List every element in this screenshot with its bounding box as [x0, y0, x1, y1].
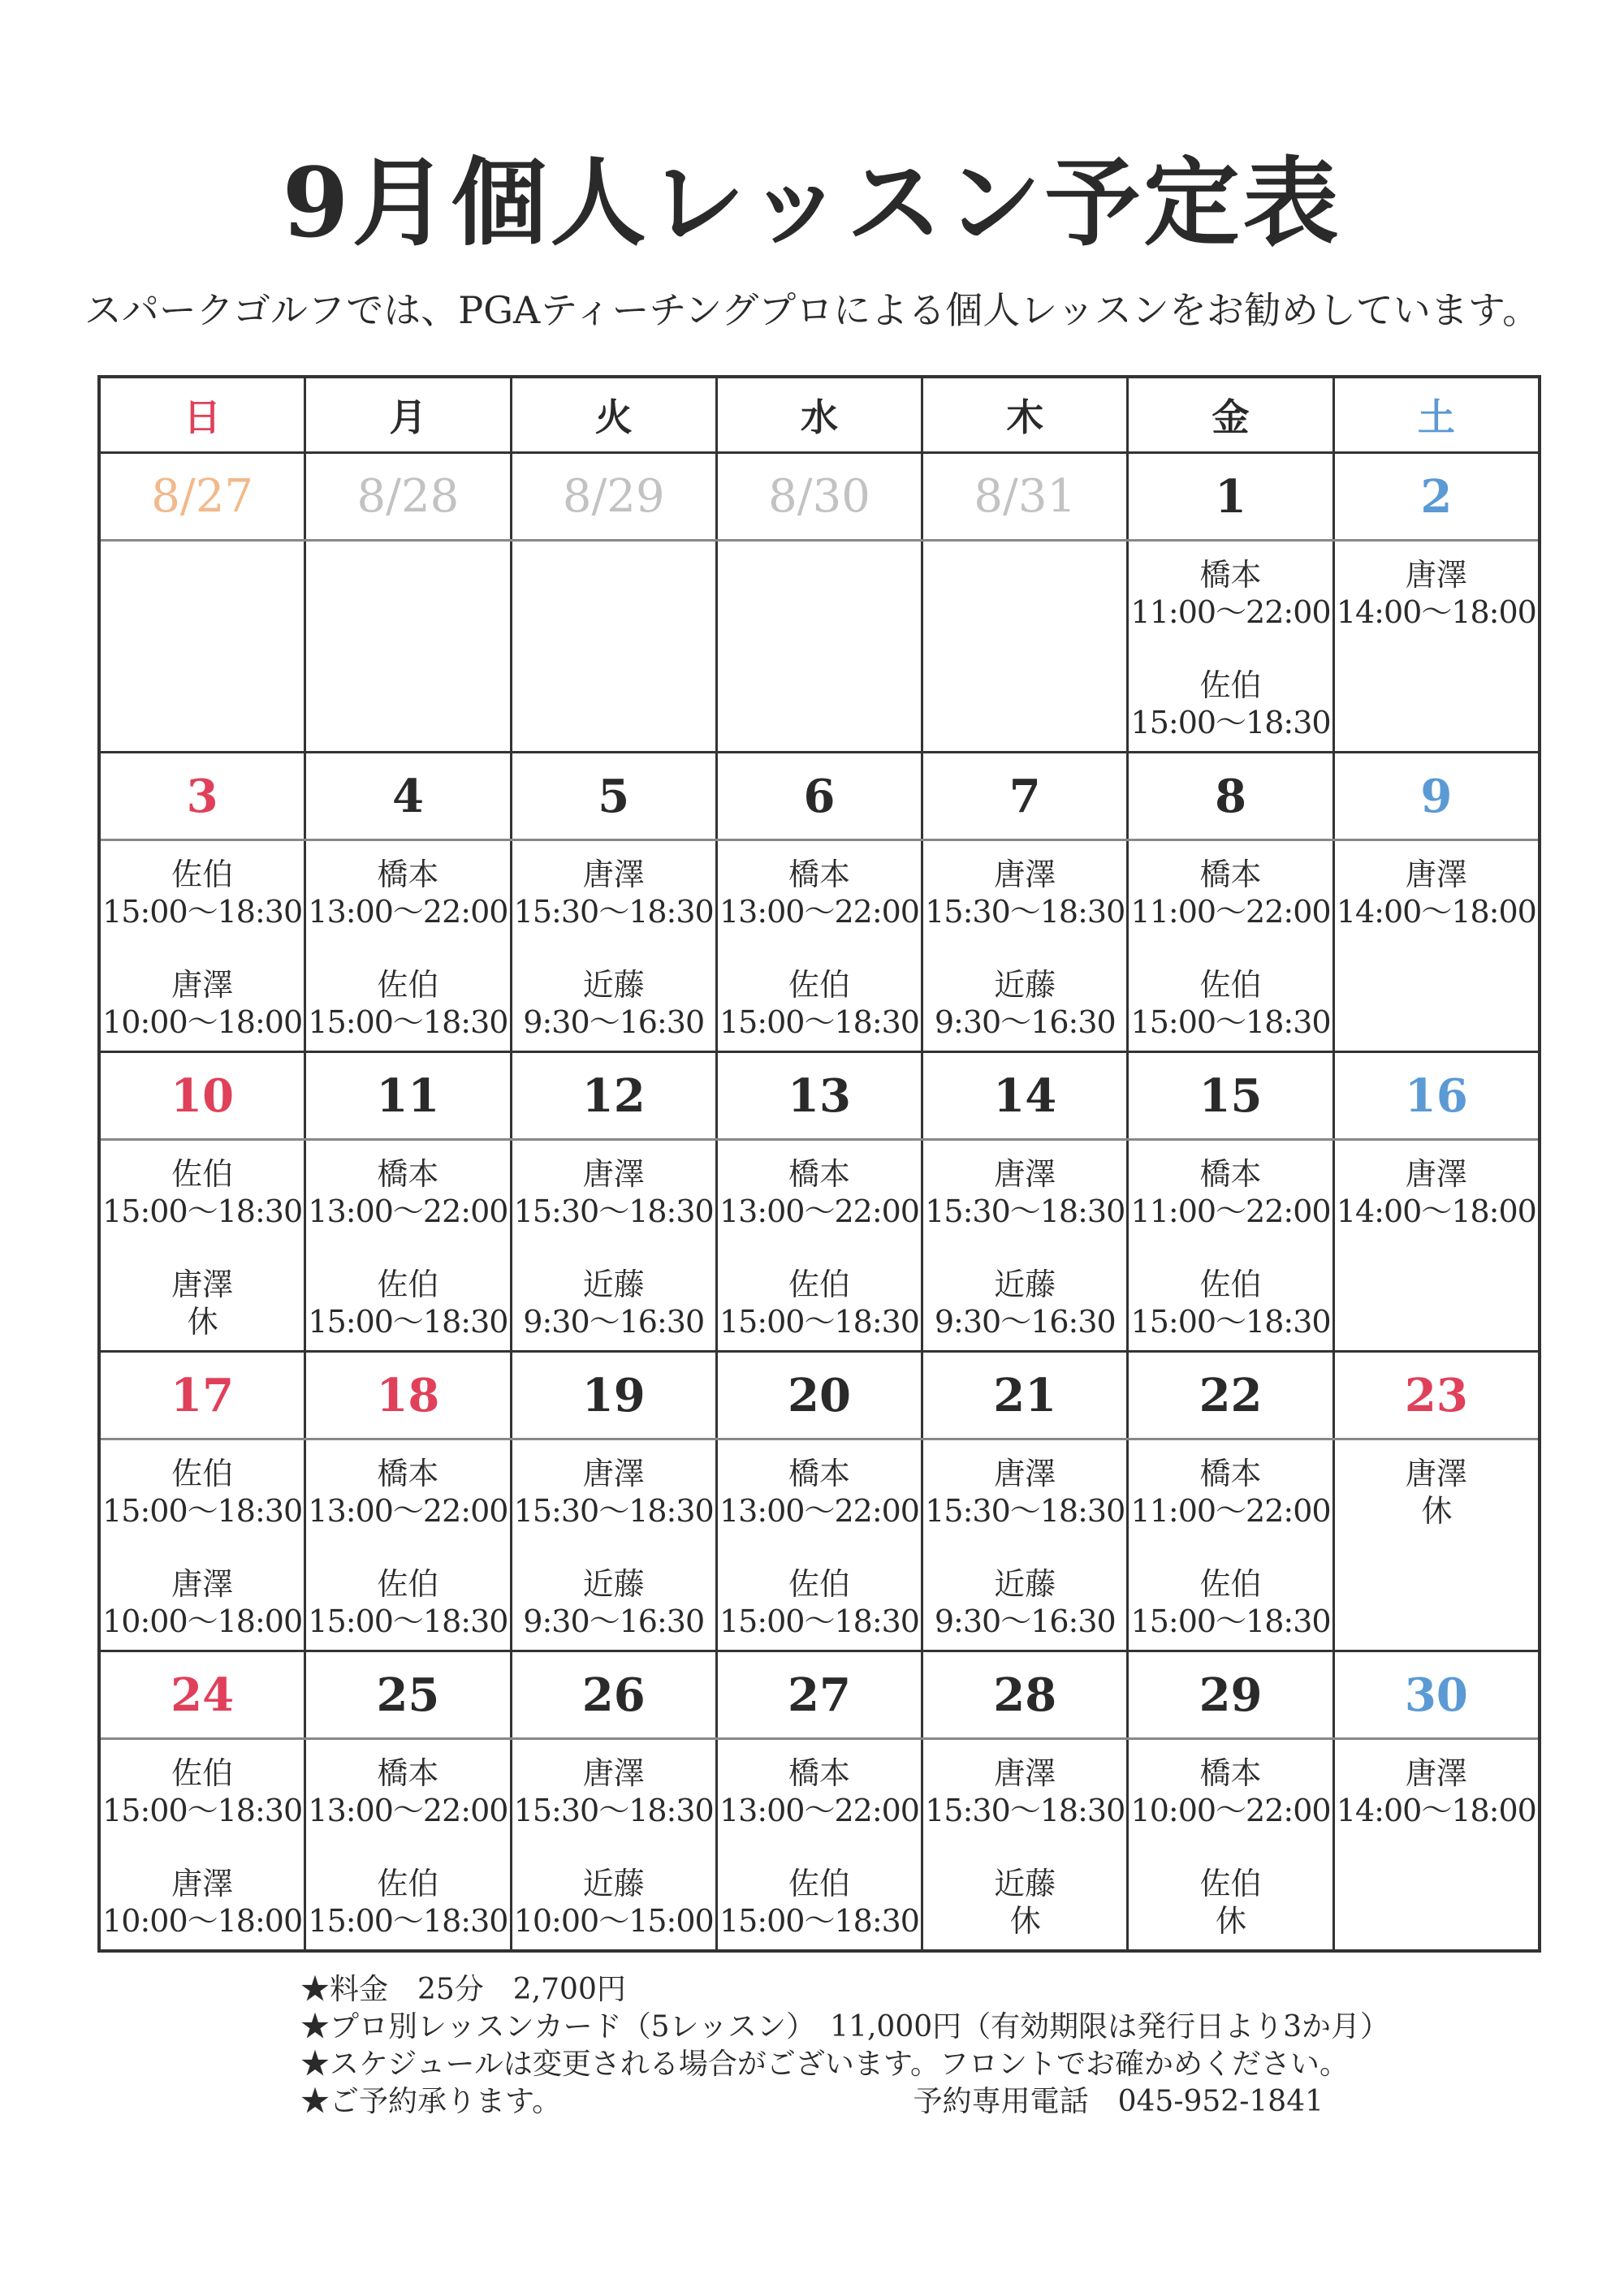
- day-lessons: [1126, 542, 1332, 751]
- lesson-time: 15:00～18:30: [308, 1004, 508, 1040]
- lesson-time: 休: [1009, 1903, 1040, 1939]
- instructor-name: 唐澤: [994, 1456, 1056, 1491]
- lesson-slot: [512, 856, 715, 930]
- instructor-name: 佐伯: [1199, 667, 1262, 703]
- day-number: 8: [1126, 753, 1332, 839]
- lesson-time: 15:30～18:30: [925, 1793, 1125, 1828]
- lesson-slot: [101, 1455, 304, 1530]
- lesson-time: 11:00～22:00: [1130, 1493, 1331, 1529]
- day-number: 6: [715, 753, 921, 839]
- day-lessons: [1126, 1740, 1332, 1949]
- note-price: ★料金 25分 2,700円: [300, 1973, 626, 2006]
- calendar-weeks: [101, 454, 1538, 1949]
- lesson-slot: [1129, 966, 1332, 1041]
- day-lessons: [1126, 1440, 1332, 1650]
- lesson-time: 10:00～22:00: [1130, 1793, 1331, 1828]
- instructor-name: 佐伯: [788, 1866, 850, 1901]
- day-lessons: [1332, 1141, 1538, 1350]
- page-subtitle: スパークゴルフでは、PGAティーチングプロによる個人レッスンをお勧めしています。: [84, 288, 1540, 332]
- lesson-slot: [718, 1754, 921, 1829]
- lesson-time: 13:00～22:00: [308, 894, 508, 930]
- day-number: 25: [304, 1652, 509, 1737]
- weekday-saturday: 土: [1332, 378, 1538, 451]
- lesson-time: 14:00～18:00: [1336, 894, 1536, 930]
- day-number: 8/30: [715, 454, 921, 539]
- note-reservation: ★ご予約承ります。: [300, 2085, 562, 2118]
- day-lessons: [101, 1740, 304, 1949]
- day-lessons: [510, 1440, 715, 1650]
- calendar-week: [101, 1650, 1538, 1949]
- lesson-slot: [101, 1865, 304, 1940]
- instructor-name: 佐伯: [788, 967, 850, 1003]
- instructor-name: 近藤: [582, 1267, 645, 1302]
- instructor-name: 近藤: [994, 967, 1056, 1003]
- instructor-name: 唐澤: [1405, 557, 1467, 593]
- instructor-name: 唐澤: [171, 1267, 234, 1302]
- lesson-time: 15:00～18:30: [1130, 705, 1331, 740]
- page-title: 9月個人レッスン予定表: [282, 146, 1342, 259]
- instructor-name: 橋本: [1199, 857, 1262, 892]
- day-lessons: [510, 841, 715, 1051]
- lesson-slot: [718, 856, 921, 930]
- lesson-slot: [1129, 1865, 1332, 1940]
- lesson-time: 10:00～18:00: [102, 1903, 303, 1939]
- day-lessons: [715, 1141, 921, 1350]
- lesson-time: 9:30～16:30: [523, 1304, 705, 1340]
- lesson-time: 15:00～18:30: [1130, 1603, 1331, 1639]
- day-lessons: [1126, 1141, 1332, 1350]
- instructor-name: 佐伯: [377, 1566, 439, 1602]
- instructor-name: 佐伯: [171, 1755, 234, 1791]
- calendar-week: [101, 1051, 1538, 1350]
- day-number: 19: [510, 1353, 715, 1438]
- lesson-slot: [512, 1266, 715, 1340]
- day-lessons: [715, 1740, 921, 1949]
- lesson-slot: [101, 856, 304, 930]
- date-row: [101, 1053, 1538, 1141]
- lesson-slot: [306, 856, 509, 930]
- day-lessons: [715, 841, 921, 1051]
- weekday-monday: 月: [304, 378, 509, 451]
- day-lessons: [921, 841, 1126, 1051]
- instructor-name: 橋本: [788, 1755, 850, 1791]
- day-number: 28: [921, 1652, 1126, 1737]
- day-lessons: [304, 841, 509, 1051]
- lesson-time: 13:00～22:00: [308, 1193, 508, 1229]
- lesson-slot: [101, 1266, 304, 1340]
- lesson-slot: [306, 1865, 509, 1940]
- instructor-name: 近藤: [994, 1866, 1056, 1901]
- lesson-time: 15:00～18:30: [102, 894, 303, 930]
- instructor-name: 唐澤: [582, 1755, 645, 1791]
- instructor-name: 佐伯: [788, 1566, 850, 1602]
- lesson-slot: [1129, 556, 1332, 631]
- day-lessons: [510, 542, 715, 751]
- day-number: 24: [171, 1668, 235, 1722]
- lesson-slot: [923, 1565, 1126, 1640]
- lesson-slot: [1129, 1754, 1332, 1829]
- day-number: 13: [715, 1053, 921, 1138]
- instructor-name: 佐伯: [377, 967, 439, 1003]
- lesson-slot: [718, 1565, 921, 1640]
- lesson-time: 10:00～18:00: [102, 1004, 303, 1040]
- instructor-name: 佐伯: [377, 1866, 439, 1901]
- lesson-time: 9:30～16:30: [934, 1603, 1116, 1639]
- day-number: 15: [1126, 1053, 1332, 1138]
- notes: [300, 1971, 1390, 2121]
- instructor-name: 佐伯: [377, 1267, 439, 1302]
- day-lessons: [921, 1141, 1126, 1350]
- instructor-name: 橋本: [377, 1755, 439, 1791]
- lesson-slot: [923, 1266, 1126, 1340]
- lesson-time: 15:30～18:30: [513, 894, 714, 930]
- lesson-time: 15:30～18:30: [513, 1193, 714, 1229]
- instructor-name: 唐澤: [582, 857, 645, 892]
- instructor-name: 橋本: [1199, 557, 1262, 593]
- day-number: 8/31: [921, 454, 1126, 539]
- lesson-row: [101, 1141, 1538, 1350]
- instructor-name: 唐澤: [1405, 1156, 1467, 1192]
- lesson-time: 15:00～18:30: [719, 1603, 919, 1639]
- day-lessons: [1332, 1740, 1538, 1949]
- day-lessons: [921, 1440, 1126, 1650]
- day-lessons: [1332, 542, 1538, 751]
- lesson-row: [101, 841, 1538, 1051]
- lesson-slot: [306, 1455, 509, 1530]
- day-lessons: [715, 1440, 921, 1650]
- calendar-week: [101, 1350, 1538, 1650]
- lesson-time: 9:30～16:30: [523, 1004, 705, 1040]
- lesson-slot: [512, 1565, 715, 1640]
- lesson-time: 15:30～18:30: [513, 1493, 714, 1529]
- lesson-time: 休: [1421, 1493, 1452, 1529]
- day-number: 22: [1126, 1353, 1332, 1438]
- lesson-slot: [923, 1754, 1126, 1829]
- instructor-name: 唐澤: [994, 1156, 1056, 1192]
- day-lessons: [304, 1141, 509, 1350]
- instructor-name: 橋本: [1199, 1156, 1262, 1192]
- lesson-time: 13:00～22:00: [719, 1793, 919, 1828]
- instructor-name: 近藤: [994, 1566, 1056, 1602]
- day-number: 21: [921, 1353, 1126, 1438]
- lesson-time: 14:00～18:00: [1336, 594, 1536, 630]
- day-number: 14: [921, 1053, 1126, 1138]
- lesson-time: 15:00～18:30: [719, 1304, 919, 1340]
- lesson-row: [101, 542, 1538, 751]
- day-number: 23: [1332, 1353, 1538, 1438]
- lesson-time: 9:30～16:30: [934, 1004, 1116, 1040]
- day-lessons: [1332, 1440, 1538, 1650]
- lesson-slot: [1129, 1155, 1332, 1230]
- lesson-slot: [306, 1266, 509, 1340]
- day-number: 26: [510, 1652, 715, 1737]
- weekday-header-row: [101, 378, 1538, 454]
- lesson-slot: [923, 856, 1126, 930]
- day-number: 29: [1126, 1652, 1332, 1737]
- weekday-friday: 金: [1126, 378, 1332, 451]
- lesson-slot: [718, 1155, 921, 1230]
- lesson-slot: [512, 966, 715, 1041]
- day-lessons: [921, 542, 1126, 751]
- lesson-slot: [306, 1754, 509, 1829]
- lesson-time: 10:00～15:00: [513, 1903, 714, 1939]
- day-number: 2: [1332, 454, 1538, 539]
- day-lessons: [1332, 841, 1538, 1051]
- lesson-calendar: [97, 375, 1541, 1953]
- lesson-slot: [923, 966, 1126, 1041]
- day-number: 16: [1332, 1053, 1538, 1138]
- day-number: 3: [186, 769, 218, 823]
- lesson-time: 15:00～18:30: [719, 1903, 919, 1939]
- calendar-week: [101, 454, 1538, 751]
- day-lessons: [510, 1141, 715, 1350]
- day-number: 4: [304, 753, 509, 839]
- instructor-name: 唐澤: [582, 1156, 645, 1192]
- lesson-time: 15:00～18:30: [308, 1304, 508, 1340]
- instructor-name: 橋本: [377, 857, 439, 892]
- instructor-name: 唐澤: [171, 1866, 234, 1901]
- instructor-name: 近藤: [582, 1866, 645, 1901]
- note-lesson-card: ★プロ別レッスンカード（5レッスン） 11,000円（有効期限は発行日より3か月）: [300, 2010, 1390, 2044]
- lesson-slot: [1335, 556, 1538, 631]
- lesson-slot: [306, 1565, 509, 1640]
- lesson-time: 15:00～18:30: [1130, 1004, 1331, 1040]
- instructor-name: 佐伯: [171, 1156, 234, 1192]
- instructor-name: 橋本: [788, 1156, 850, 1192]
- lesson-slot: [718, 1455, 921, 1530]
- day-number: 8/27: [151, 470, 254, 523]
- lesson-slot: [1129, 1565, 1332, 1640]
- lesson-slot: [1335, 1455, 1538, 1530]
- lesson-slot: [1129, 1455, 1332, 1530]
- lesson-time: 13:00～22:00: [719, 894, 919, 930]
- weekday-wednesday: 水: [715, 378, 921, 451]
- day-lessons: [304, 1740, 509, 1949]
- lesson-time: 15:00～18:30: [102, 1493, 303, 1529]
- lesson-time: 13:00～22:00: [308, 1793, 508, 1828]
- instructor-name: 近藤: [582, 1566, 645, 1602]
- instructor-name: 佐伯: [171, 1456, 234, 1491]
- lesson-time: 9:30～16:30: [934, 1304, 1116, 1340]
- day-lessons: [101, 1141, 304, 1350]
- lesson-slot: [101, 1754, 304, 1829]
- lesson-slot: [512, 1455, 715, 1530]
- lesson-slot: [923, 1865, 1126, 1940]
- lesson-slot: [512, 1754, 715, 1829]
- day-number: 18: [304, 1353, 509, 1438]
- instructor-name: 唐澤: [582, 1456, 645, 1491]
- day-number: 5: [510, 753, 715, 839]
- lesson-time: 15:30～18:30: [925, 1193, 1125, 1229]
- day-number: 7: [921, 753, 1126, 839]
- day-number: 17: [171, 1368, 235, 1422]
- lesson-time: 15:30～18:30: [925, 1493, 1125, 1529]
- date-row: [101, 1353, 1538, 1440]
- lesson-time: 15:00～18:30: [102, 1793, 303, 1828]
- instructor-name: 唐澤: [171, 1566, 234, 1602]
- lesson-slot: [101, 1155, 304, 1230]
- lesson-time: 11:00～22:00: [1130, 894, 1331, 930]
- lesson-time: 15:30～18:30: [513, 1793, 714, 1828]
- instructor-name: 唐澤: [994, 1755, 1056, 1791]
- instructor-name: 佐伯: [1199, 1866, 1262, 1901]
- instructor-name: 佐伯: [171, 857, 234, 892]
- day-lessons: [510, 1740, 715, 1949]
- day-lessons: [1126, 841, 1332, 1051]
- day-lessons: [101, 841, 304, 1051]
- lesson-time: 休: [187, 1304, 218, 1340]
- instructor-name: 佐伯: [1199, 1566, 1262, 1602]
- date-row: [101, 753, 1538, 841]
- instructor-name: 近藤: [994, 1267, 1056, 1302]
- day-number: 9: [1332, 753, 1538, 839]
- lesson-slot: [923, 1455, 1126, 1530]
- lesson-slot: [101, 966, 304, 1041]
- lesson-slot: [1335, 1155, 1538, 1230]
- lesson-time: 11:00～22:00: [1130, 1193, 1331, 1229]
- lesson-time: 9:30～16:30: [523, 1603, 705, 1639]
- lesson-slot: [1335, 1754, 1538, 1829]
- lesson-slot: [1129, 667, 1332, 741]
- day-lessons: [715, 542, 921, 751]
- day-number: 11: [304, 1053, 509, 1138]
- instructor-name: 佐伯: [788, 1267, 850, 1302]
- instructor-name: 橋本: [788, 857, 850, 892]
- instructor-name: 橋本: [377, 1456, 439, 1491]
- day-number: 10: [171, 1068, 235, 1123]
- day-number: 8/28: [304, 454, 509, 539]
- day-number: 1: [1126, 454, 1332, 539]
- lesson-slot: [306, 1155, 509, 1230]
- lesson-time: 11:00～22:00: [1130, 594, 1331, 630]
- lesson-slot: [1335, 856, 1538, 930]
- instructor-name: 唐澤: [994, 857, 1056, 892]
- date-row: [101, 1652, 1538, 1740]
- instructor-name: 唐澤: [1405, 857, 1467, 892]
- instructor-name: 佐伯: [1199, 1267, 1262, 1302]
- instructor-name: 唐澤: [1405, 1456, 1467, 1491]
- lesson-time: 10:00～18:00: [102, 1603, 303, 1639]
- lesson-time: 休: [1216, 1903, 1246, 1939]
- weekday-tuesday: 火: [510, 378, 715, 451]
- lesson-time: 15:00～18:30: [719, 1004, 919, 1040]
- lesson-time: 15:30～18:30: [925, 894, 1125, 930]
- lesson-time: 13:00～22:00: [719, 1493, 919, 1529]
- weekday-sunday: 日: [184, 395, 222, 439]
- lesson-time: 13:00～22:00: [719, 1193, 919, 1229]
- lesson-time: 15:00～18:30: [308, 1603, 508, 1639]
- lesson-slot: [512, 1865, 715, 1940]
- day-lessons: [101, 1440, 304, 1650]
- day-number: 12: [510, 1053, 715, 1138]
- calendar-week: [101, 751, 1538, 1051]
- instructor-name: 橋本: [377, 1156, 439, 1192]
- lesson-slot: [1129, 1266, 1332, 1340]
- lesson-slot: [101, 1565, 304, 1640]
- note-reservation-row: [300, 2083, 1356, 2121]
- day-lessons: [304, 542, 509, 751]
- lesson-slot: [306, 966, 509, 1041]
- instructor-name: 橋本: [1199, 1755, 1262, 1791]
- lesson-slot: [718, 966, 921, 1041]
- day-number: 30: [1332, 1652, 1538, 1737]
- day-lessons: [921, 1740, 1126, 1949]
- lesson-time: 15:00～18:30: [102, 1193, 303, 1229]
- lesson-slot: [923, 1155, 1126, 1230]
- weekday-thursday: 木: [921, 378, 1126, 451]
- date-row: [101, 454, 1538, 542]
- reservation-phone: 予約専用電話 045-952-1841: [913, 2085, 1324, 2118]
- lesson-slot: [1129, 856, 1332, 930]
- lesson-time: 14:00～18:00: [1336, 1193, 1536, 1229]
- day-lessons: [304, 1440, 509, 1650]
- lesson-time: 14:00～18:00: [1336, 1793, 1536, 1828]
- instructor-name: 佐伯: [1199, 967, 1262, 1003]
- day-number: 27: [715, 1652, 921, 1737]
- day-number: 8/29: [510, 454, 715, 539]
- lesson-time: 15:00～18:30: [1130, 1304, 1331, 1340]
- instructor-name: 唐澤: [1405, 1755, 1467, 1791]
- instructor-name: 橋本: [788, 1456, 850, 1491]
- note-schedule-change: ★スケジュールは変更される場合がございます。フロントでお確かめください。: [300, 2048, 1349, 2081]
- instructor-name: 近藤: [582, 967, 645, 1003]
- instructor-name: 唐澤: [171, 967, 234, 1003]
- lesson-time: 13:00～22:00: [308, 1493, 508, 1529]
- day-lessons: [101, 542, 304, 751]
- lesson-row: [101, 1740, 1538, 1949]
- day-number: 20: [715, 1353, 921, 1438]
- lesson-slot: [718, 1266, 921, 1340]
- lesson-time: 15:00～18:30: [308, 1903, 508, 1939]
- lesson-row: [101, 1440, 1538, 1650]
- lesson-slot: [718, 1865, 921, 1940]
- instructor-name: 橋本: [1199, 1456, 1262, 1491]
- lesson-slot: [512, 1155, 715, 1230]
